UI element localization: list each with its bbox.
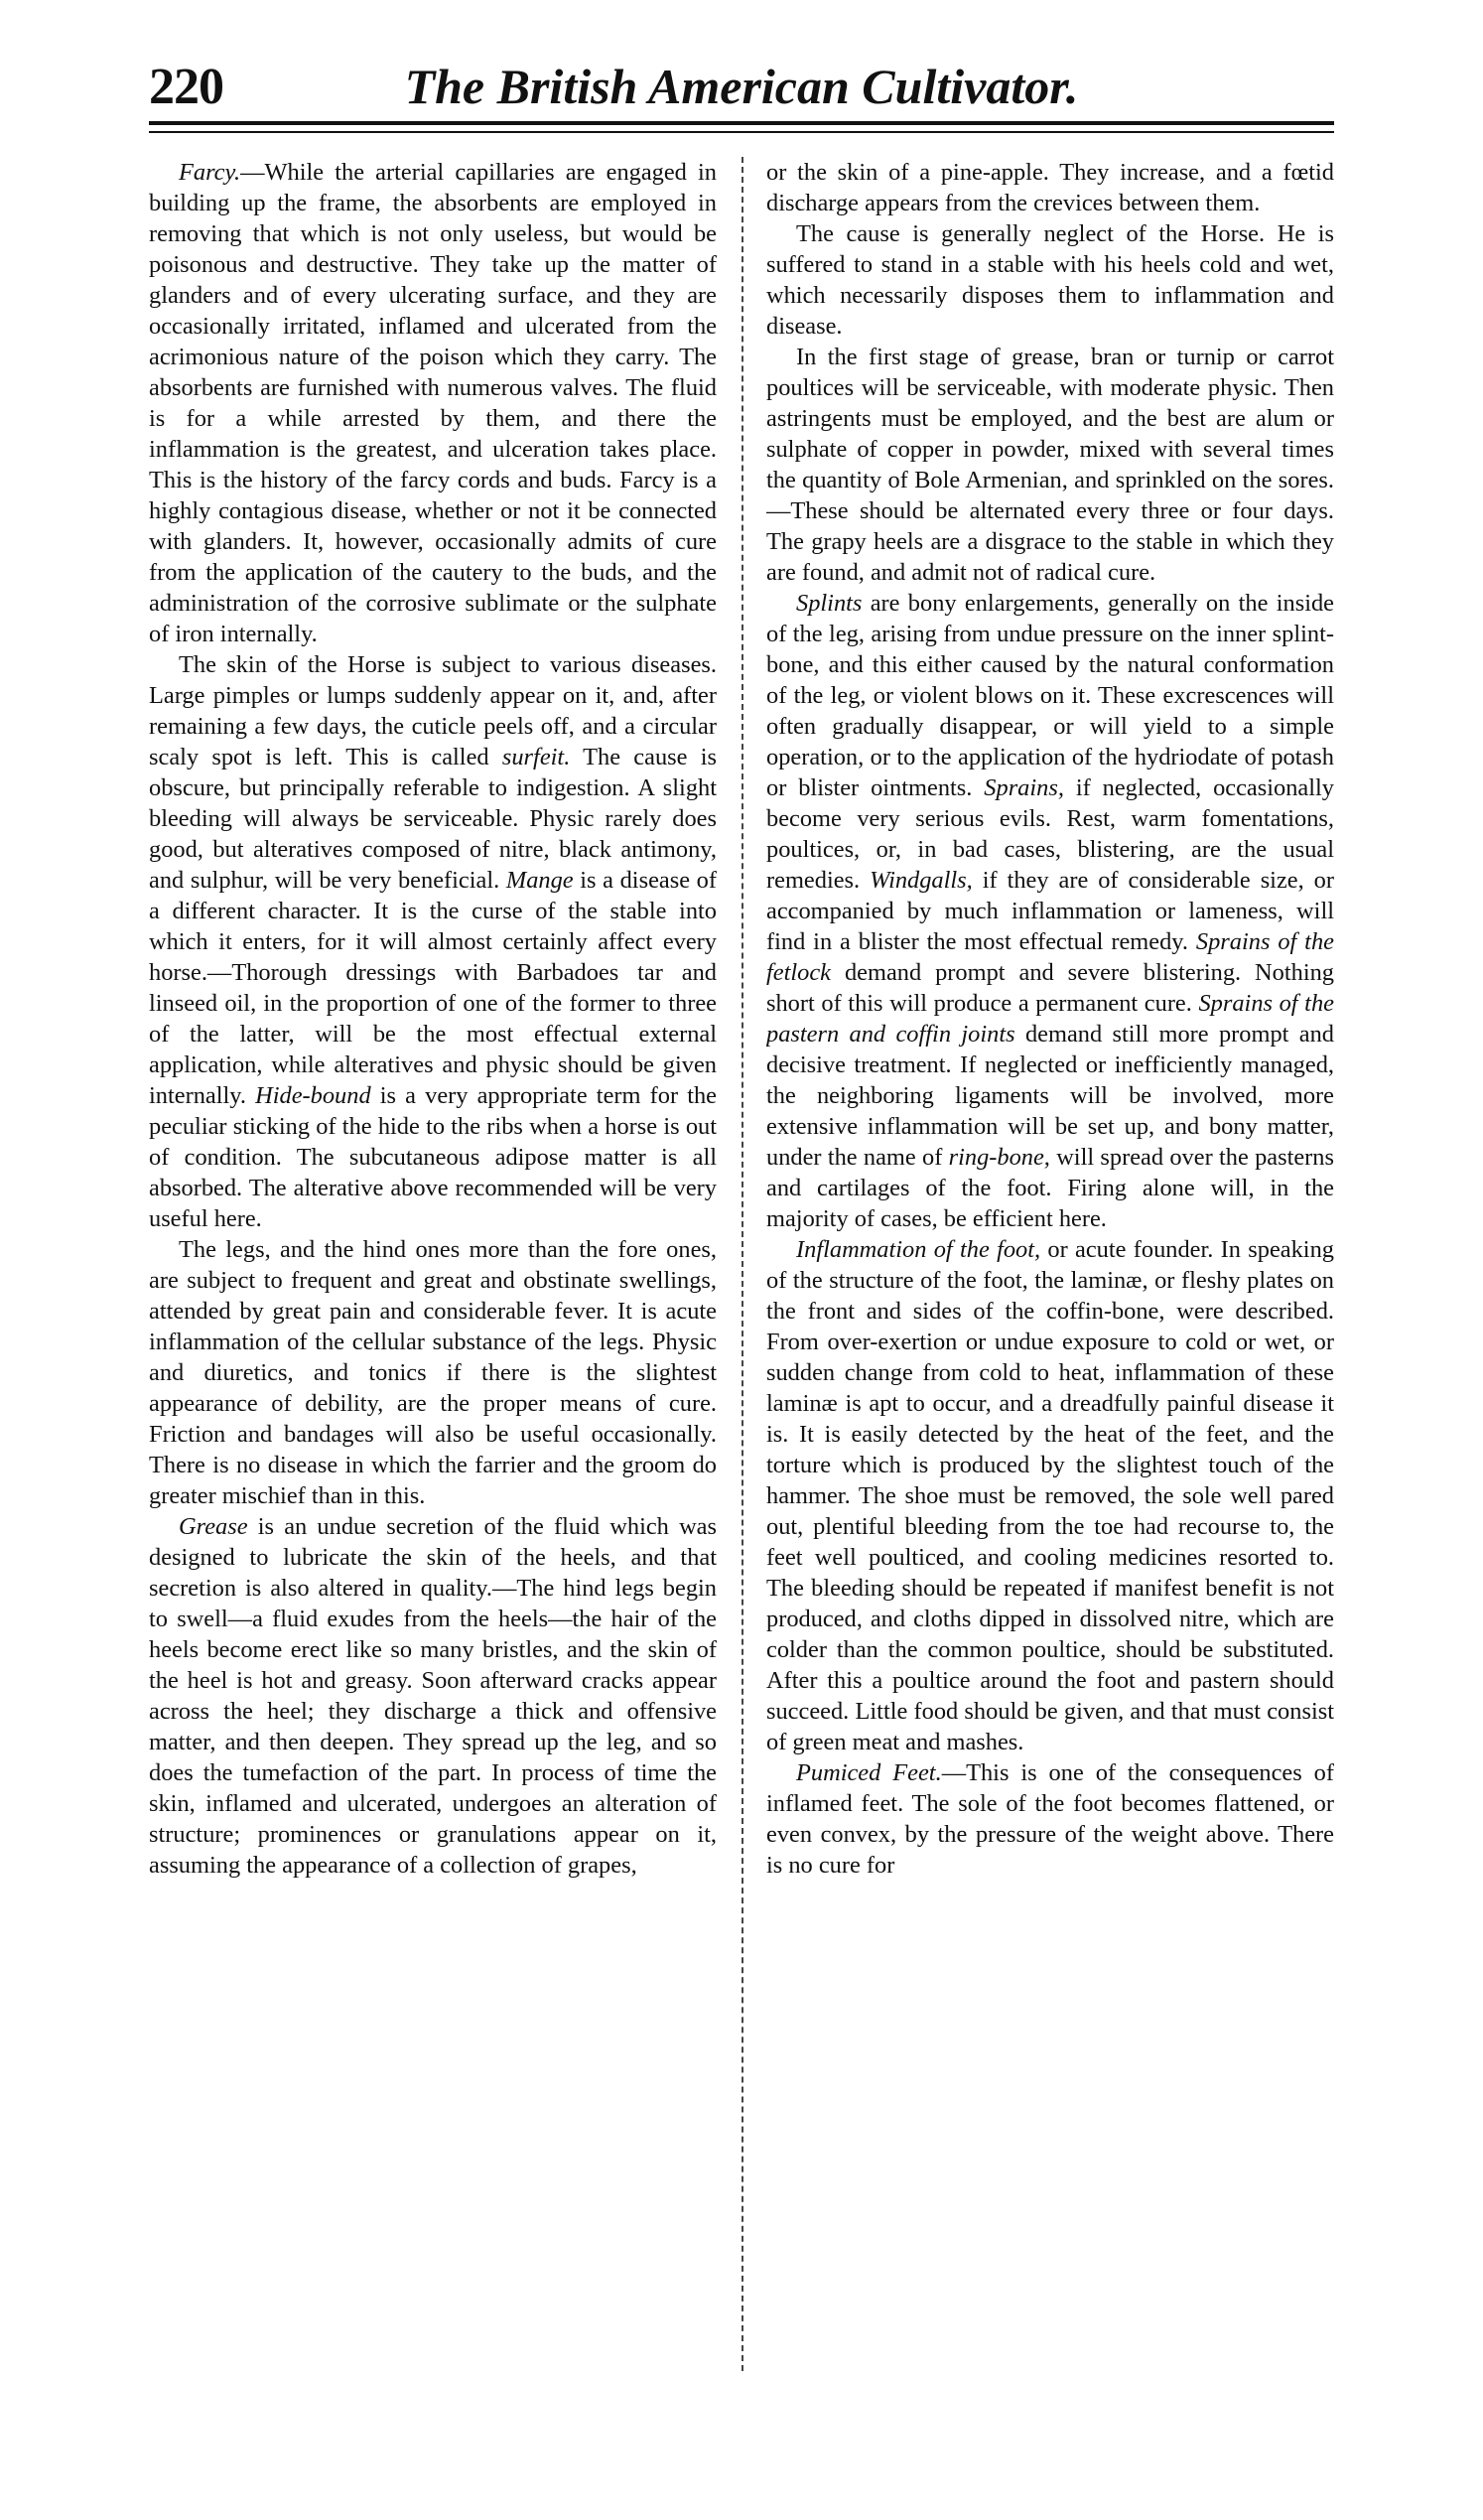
text-columns xyxy=(149,157,1334,2371)
header-rule-thin xyxy=(149,131,1334,133)
heading-inflammation-foot: Inflammation of the foot, xyxy=(796,1236,1041,1263)
heading-pumiced-feet: Pumiced Feet. xyxy=(796,1759,942,1786)
paragraph-inflammation-foot: Inflammation of the foot, or acute founder. In speaking of the structure of the foot, the laminæ, or fleshy plates on the front and sides of the coffin-bone, were described. From over-exertion or undue exposure to cold or wet, or sudden change from cold to heat, inflammation of these laminæ is apt to occur, and a dreadfully painful disease it is. It is easily detected by the heat of the feet, and the torture which is produced by the slightest touch of the hammer. The shoe must be removed, the sole well pared out, plentiful bleeding from the toe had recourse to, the feet well poulticed, and cooling medicines resorted to. The bleeding should be repeated if manifest benefit is not produced, and cloths dipped in dissolved nitre, which are colder than the common poultice, should be substituted. After this a poultice around the foot and pastern should succeed. Little food should be given, and that must consist of green meat and mashes. xyxy=(766,1236,1334,1755)
page-header xyxy=(149,50,1334,129)
running-title: The British American Cultivator. xyxy=(404,59,1079,114)
heading-grease: Grease xyxy=(179,1513,248,1540)
term-ring-bone: ring-bone, xyxy=(948,1144,1050,1171)
term-sprains-fetlock: Sprains of the fetlock xyxy=(766,928,1334,986)
paragraph-skin-diseases: The skin of the Horse is subject to various diseases. Large pimples or lumps suddenly appear on it, and, after remaining a few days, the cuticle peels off, and a circular scaly spot is left. This is called surfeit. The cause is obscure, but principally referable to indigestion. A slight bleeding will always be serviceable. Physic rarely does good, but alteratives composed of nitre, black antimony, and sulphur, will be very beneficial. Mange is a disease of a different character. It is the curse of the stable into which it enters, for it will almost certainly affect every horse.—Thorough dressings with Barbadoes tar and linseed oil, in the proportion of one of the former to three of the latter, will be the most effectual external application, while alteratives and physic should be given internally. Hide-bound is a very appropriate term for the peculiar sticking of the hide to the ribs when a horse is out of condition. The subcutaneous adipose matter is all absorbed. The alterative above recommended will be very useful here. xyxy=(149,651,717,1232)
heading-splints: Splints xyxy=(796,590,863,617)
paragraph-legs: The legs, and the hind ones more than the fore ones, are subject to frequent and great and obstinate swellings, attended by great pain and considerable fever. It is acute inflammation of the cellular substance of the legs. Physic and diuretics, and tonics if there is the slightest appearance of debility, are the proper means of cure. Friction and bandages will also be useful occasionally. There is no disease in which the farrier and the groom do greater mischief than in this. xyxy=(149,1236,717,1509)
left-column xyxy=(149,157,717,2371)
paragraph-grease-treatment: In the first stage of grease, bran or turnip or carrot poultices will be serviceable, with moderate physic. Then astringents must be employed, and the best are alum or sulphate of copper in powder, mixed with several times the quantity of Bole Armenian, and sprinkled on the sores.—These should be alternated every three or four days. The grapy heels are a disgrace to the stable in which they are found, and admit not of radical cure. xyxy=(766,344,1334,586)
term-windgalls: Windgalls, xyxy=(870,867,973,894)
term-surfeit: surfeit. xyxy=(501,744,571,770)
right-column xyxy=(766,157,1334,2371)
term-mange: Mange xyxy=(505,867,574,894)
term-sprains: Sprains, xyxy=(984,774,1064,801)
paragraph-farcy: Farcy.—While the arterial capillaries are engaged in building up the frame, the absorbents are employed in removing that which is not only useless, but would be poisonous and destructive. They take up the matter of glanders and of every ulcerating surface, and they are occasionally irritated, inflamed and ulcerated from the acrimonious nature of the poison which they carry. The absorbents are furnished with numerous valves. The fluid is for a while arrested by them, and there the inflammation is the greatest, and ulceration takes place. This is the history of the farcy cords and buds. Farcy is a highly contagious disease, whether or not it be connected with glanders. It, however, occasionally admits of cure from the application of the cautery to the buds, and the administration of the corrosive sublimate or the sulphate of iron internally. xyxy=(149,159,717,647)
term-hide-bound: Hide-bound xyxy=(255,1082,371,1109)
column-divider xyxy=(742,157,743,2371)
page-number: 220 xyxy=(149,59,223,115)
paragraph-grease-cause: The cause is generally neglect of the Horse. He is suffered to stand in a stable with his heels cold and wet, which necessarily disposes them to inflammation and disease. xyxy=(766,220,1334,340)
paragraph-splints: Splints are bony enlargements, generally on the inside of the leg, arising from undue pressure on the inner splint-bone, and this either caused by the natural conformation of the leg, or violent blows on it. These excrescences will often gradually disappear, or will yield to a simple operation, or to the application of the hydriodate of potash or blister ointments. Sprains, if neglected, occasionally become very serious evils. Rest, warm fomentations, poultices, or, in bad cases, blistering, are the usual remedies. Windgalls, if they are of considerable size, or accompanied by much inflammation or lameness, will find in a blister the most effectual remedy. Sprains of the fetlock demand prompt and severe blistering. Nothing short of this will produce a permanent cure. Sprains of the pastern and coffin joints demand still more prompt and decisive treatment. If neglected or inefficiently managed, the neighboring ligaments will be involved, more extensive inflammation will be set up, and bony matter, under the name of ring-bone, will spread over the pasterns and cartilages of the foot. Firing alone will, in the majority of cases, be efficient here. xyxy=(766,590,1334,1232)
paragraph-grease: Grease is an undue secretion of the fluid which was designed to lubricate the skin of the heels, and that secretion is also altered in quality.—The hind legs begin to swell—a fluid exudes from the heels—the hair of the heels become erect like so many bristles, and the skin of the heel is hot and greasy. Soon afterward cracks appear across the heel; they discharge a thick and offensive matter, and then deepen. They spread up the leg, and so does the tumefaction of the part. In process of time the skin, inflamed and ulcerated, undergoes an alteration of structure; prominences or granulations appear on it, assuming the appearance of a collection of grapes, xyxy=(149,1513,717,1879)
paragraph-grease-continued: or the skin of a pine-apple. They increase, and a fœtid discharge appears from the crevices between them. xyxy=(766,159,1334,216)
heading-farcy: Farcy. xyxy=(179,159,241,186)
paragraph-pumiced-feet: Pumiced Feet.—This is one of the consequences of inflamed feet. The sole of the foot becomes flattened, or even convex, by the pressure of the weight above. There is no cure for xyxy=(766,1759,1334,1879)
term-sprains-pastern: Sprains of the pastern and coffin joints xyxy=(766,990,1334,1048)
header-rule-thick xyxy=(149,121,1334,125)
